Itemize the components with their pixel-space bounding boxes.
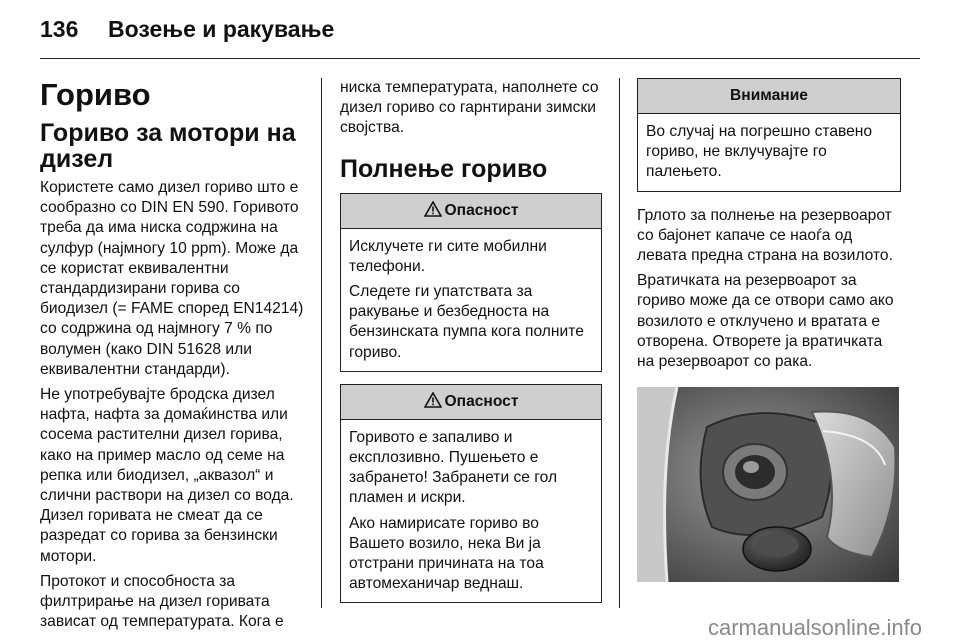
column-divider-2: [619, 78, 620, 608]
danger-box: [340, 384, 602, 604]
danger-label: Опасност: [444, 201, 519, 219]
column-right: [637, 78, 901, 582]
subsection-heading: Гориво за мотори на дизел: [40, 119, 296, 173]
paragraph: Протокот и способноста за филтрирање на дизел горивата зависат од температурата. Кога е: [40, 572, 284, 631]
danger-box-title: [341, 194, 601, 229]
page-number: 136: [40, 16, 79, 42]
page-title: Возење и ракување: [108, 16, 335, 42]
section-heading: Гориво: [40, 77, 151, 112]
paragraph: Вратичката на резервоарот за гориво може да се отвори само ако возилото е отклучено и вратата е отворена. Отворете ја вратичката на резервоарот со рака.: [637, 272, 894, 371]
paragraph: Следете ги упатствата за ракување и безбедноста на бензинската пумпа кога полните гориво.: [349, 283, 584, 361]
column-middle: [340, 78, 602, 615]
danger-box: [340, 193, 602, 372]
caution-box-title: Внимание: [638, 79, 900, 114]
column-divider-1: [321, 78, 322, 608]
fuel-filler-illustration: [637, 387, 899, 582]
paragraph: Исклучете ги сите мобилни телефони.: [349, 237, 547, 275]
paragraph: Горивото е запаливо и експлозивно. Пушењето е забрането! Забранети се гол пламен и искри.: [349, 428, 558, 507]
danger-box-title: [341, 385, 601, 420]
warning-triangle-icon: [424, 201, 442, 217]
watermark: carmanualsonline.info: [707, 615, 922, 640]
paragraph: Грлото за полнење на резервоарот со бајонет капаче се наоѓа од левата предна страна на возилото.: [637, 206, 893, 265]
danger-label: Опасност: [444, 392, 519, 410]
paragraph: Користете само дизел гориво што е сообразно со DIN EN 590. Горивото треба да има ниска содржина на сулфур (најмногу 10 ppm). Може да се користат еквивалентни стандардизирани горива со биодизел (= FAME според EN14214) со содржина од најмногу 7 % по волумен (како DIN 51628 или еквивалентни стандарди).: [40, 179, 304, 378]
paragraph: ниска температурата, наполнете со дизел гориво со гарнтирани зимски својства.: [340, 79, 599, 137]
paragraph: Не употребувајте бродска дизел нафта, нафта за домаќинства или сосема растителни дизел горива, како на пример масло од семе на репка или биодизел, „аквазол“ и слични раствори на дизел со вода. Дизел горивата не смеат да се разредат со горива за бензински мотори.: [40, 386, 294, 565]
paragraph: Ако намирисате гориво во Вашето возило, нека Ви ја отстрани причината на тоа автомеханичар веднаш.: [349, 514, 544, 593]
paragraph: Во случај на погрешно ставено гориво, не вклучувајте го палењето.: [646, 123, 873, 181]
section-heading-refuelling: Полнење гориво: [340, 154, 548, 183]
fuel-filler-photo: [637, 387, 899, 582]
caution-box: [637, 78, 901, 192]
header-rule: [40, 58, 920, 59]
column-left: [40, 78, 308, 637]
page-header: [0, 0, 960, 60]
warning-triangle-icon: [424, 392, 442, 408]
